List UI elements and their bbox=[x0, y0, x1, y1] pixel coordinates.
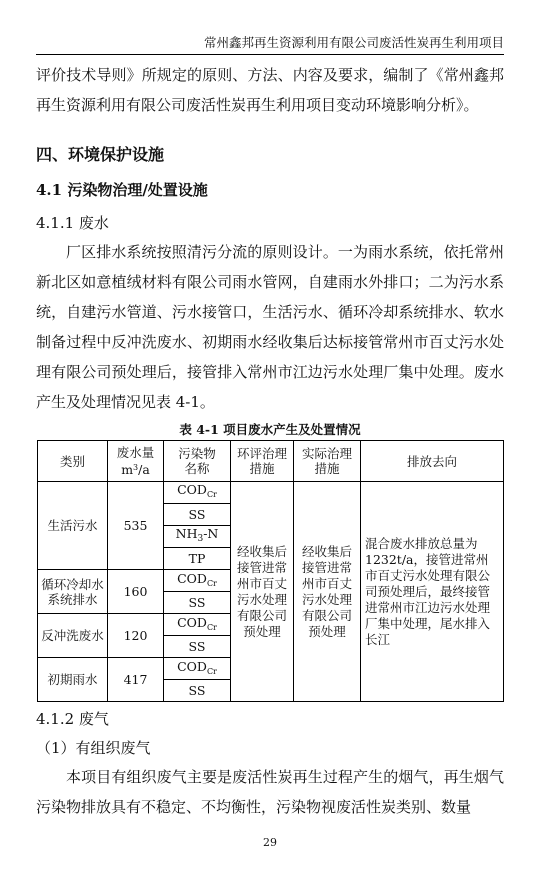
header-category: 类别 bbox=[38, 441, 108, 482]
table-caption: 表 4-1 项目废水产生及处置情况 bbox=[179, 422, 361, 437]
page-header: 常州鑫邦再生资源利用有限公司废活性炭再生利用项目 bbox=[36, 34, 504, 55]
pollutant-cell: SS bbox=[164, 592, 231, 614]
header-volume: 废水量 $m^3/a$ bbox=[108, 441, 164, 482]
pollutant-cell: $COD_{Cr}$ bbox=[164, 658, 231, 680]
intro-paragraph: 评价技术导则》所规定的原则、方法、内容及要求，编制了《常州鑫邦再生资源利用有限公司废活性炭再生利用项目变动环境影响分析》。 bbox=[36, 66, 504, 114]
pollutant-cell: TP bbox=[164, 548, 231, 570]
subsection-title: 4.1 污染物治理/处置设施 bbox=[36, 181, 208, 199]
header-pollutant: 污染物 名称 bbox=[164, 441, 231, 482]
discharge-cell: 混合废水排放总量为 1232t/a，接管进常州市百丈污水处理有限公司预处理后，最终接管进常州市江边污水处理厂集中处理，尾水排入长江 bbox=[361, 482, 504, 702]
volume-cell: 417 bbox=[108, 658, 164, 702]
pollutant-cell: $COD_{Cr}$ bbox=[164, 614, 231, 636]
category-cell: 初期雨水 bbox=[38, 658, 108, 702]
pollutant-cell: SS bbox=[164, 636, 231, 658]
actual-treatment-cell: 经收集后接管进常州市百丈污水处理有限公司预处理 bbox=[294, 482, 361, 702]
gas-paragraph: 本项目有组织废气主要是废活性炭再生过程产生的烟气，再生烟气污染物排放具有不稳定、不均衡性，污染物视废活性炭类别、数量 bbox=[36, 768, 504, 816]
volume-cell: 120 bbox=[108, 614, 164, 658]
pollutant-cell: SS bbox=[164, 504, 231, 526]
table-row bbox=[38, 482, 504, 504]
header-discharge: 排放去向 bbox=[361, 441, 504, 482]
eia-treatment-cell: 经收集后接管进常州市百丈污水处理有限公司预处理 bbox=[231, 482, 294, 702]
volume-cell: 160 bbox=[108, 570, 164, 614]
wastewater-paragraph: 厂区排水系统按照清污分流的原则设计。一为雨水系统，依托常州新北区如意植绒材料有限公司雨水管网，自建雨水外排口；二为污水系统，自建污水管道、污水接管口，生活污水、循环冷却系统排水、软水制备过程中反冲洗废水、初期雨水经收集后达标接管常州市百丈污水处理有限公司预处理后，接管排入常州市江边污水处理厂集中处理。废水产生及处理情况见表 4-1。 bbox=[36, 243, 504, 411]
category-cell: 循环冷却水系统排水 bbox=[38, 570, 108, 614]
pollutant-cell: $COD_{Cr}$ bbox=[164, 482, 231, 504]
table-header-row bbox=[38, 441, 504, 482]
volume-cell: 535 bbox=[108, 482, 164, 570]
pollutant-cell: $COD_{Cr}$ bbox=[164, 570, 231, 592]
section-title: 四、环境保护设施 bbox=[36, 145, 165, 164]
header-actual-treatment: 实际治理 措施 bbox=[294, 441, 361, 482]
wastewater-title: 4.1.1 废水 bbox=[36, 214, 109, 232]
wastewater-table bbox=[37, 440, 504, 702]
organized-gas-title: （1）有组织废气 bbox=[36, 739, 151, 757]
header-eia-treatment: 环评治理 措施 bbox=[231, 441, 294, 482]
pollutant-cell: SS bbox=[164, 680, 231, 702]
pollutant-cell: $NH_3-N$ bbox=[164, 526, 231, 548]
category-cell: 反冲洗废水 bbox=[38, 614, 108, 658]
category-cell: 生活污水 bbox=[38, 482, 108, 570]
gas-title: 4.1.2 废气 bbox=[36, 710, 109, 728]
page-number: 29 bbox=[263, 836, 277, 849]
